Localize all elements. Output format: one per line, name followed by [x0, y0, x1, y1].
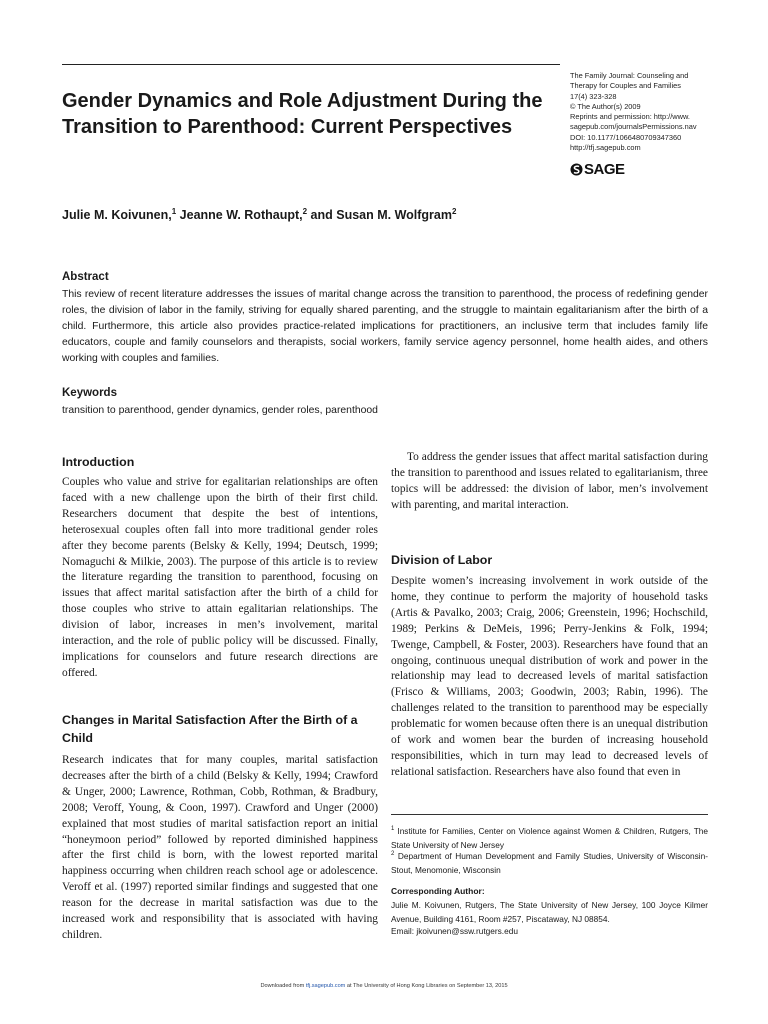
article-title: Gender Dynamics and Role Adjustment During the Transition to Parenthood: Current Perspectives — [62, 90, 543, 138]
changes-heading: Changes in Marital Satisfaction After the Birth of a Child — [62, 713, 358, 745]
affiliation-marker: 2 — [451, 207, 457, 216]
sage-logo — [570, 161, 625, 178]
author-name: and Susan M. Wolfgram — [307, 208, 452, 223]
top-rule — [62, 64, 560, 65]
keywords-heading: Keywords — [62, 387, 117, 399]
download-link[interactable]: tfj.sagepub.com — [305, 983, 346, 989]
changes-text: Research indicates that for many couples, marital satisfaction decreases after the birth of a child (Belsky & Kelly, 1994; Crawford & Unger, 2000; Lawrence, Rothman, Cobb, Rothman, & Bradbury, 2008; Veroff, Young, & Coon, 1997). Crawford and Unger (2000) explained that most studies of marital satisfaction report an initial “honeymoon period” followed by reported diminished happiness after the first child is born, with the lowest reported marital happiness occurring when children reach school age or adolescence. Veroff et al. (1997) reported similar findings and suggested that one reason for the decrease in marital satisfaction was due to the increased work and responsibility that is associated with having children. — [62, 754, 378, 941]
abstract-text: This review of recent literature addresses the issues of marital change across the transition to parenthood, the process of redefining gender roles, the division of labor in the family, striving for equally shared parenting, and the struggle to maintain egalitarianism after the birth of a child. Furthermore, this article also provides practice-related implications for practitioners, an inclusive term that includes family life educators, couple and family counselors and therapists, social workers, family service agency personnel, home health aides, and others working with couples and families. — [62, 289, 708, 364]
download-notice — [0, 983, 768, 989]
introduction-text: Couples who value and strive for egalitarian relationships are often faced with a new challenge upon the birth of their first child. Researchers document that despite the best of intentions, heterosexual couples often fall into more traditional gender roles after they become parents (Belsky & Kelly, 1994; Deutsch, 1999; Nomaguchi & Milkie, 2003). The purpose of this article is to review the literature regarding the transition to parenthood, focusing on issues that affect marital satisfaction after the birth of a child for those couples who strive to attain egalitarian relationships. The division of labor, increases in men’s involvement, marital interaction, and the role of public policy will be discussed. Finally, implications for counselors and future research directions are offered. — [62, 476, 378, 679]
journal-line: Therapy for Couples and Families — [570, 81, 681, 91]
corresponding-author-label: Corresponding Author: — [391, 886, 485, 896]
affiliation-2-text: Department of Human Development and Family Studies, University of Wisconsin-Stout, Menomonie, Wisconsin — [391, 850, 708, 875]
corresponding-author-address: Julie M. Koivunen, Rutgers, The State University of New Jersey, 100 Joyce Kilmer Avenue, Building 4161, Room #257, Piscataway, NJ 08854. — [391, 900, 708, 924]
affiliation-1-number: 1 — [391, 826, 395, 832]
journal-line: sagepub.com/journalsPermissions.nav — [570, 122, 697, 132]
journal-line: 17(4) 323-328 — [570, 91, 617, 101]
journal-line: Reprints and permission: http://www. — [570, 112, 690, 122]
right-intro-paragraph: To address the gender issues that affect marital satisfaction during the transition to parenthood and issues related to egalitarianism, three topics will be addressed: the division of labor, men’s involvement with parenting, and marital interaction. — [391, 451, 708, 511]
author-list — [62, 207, 456, 222]
division-heading: Division of Labor — [391, 553, 493, 567]
introduction-heading: Introduction — [62, 455, 135, 469]
journal-line: http://tfj.sagepub.com — [570, 143, 641, 153]
affiliation-marker: 2 — [302, 207, 308, 216]
footnote-rule — [391, 814, 708, 815]
division-text: Despite women’s increasing involvement in work outside of the home, they continue to perform the majority of household tasks (Artis & Pavalko, 2003; Craig, 2006; Greenstein, 1996; Hochschild, 1989; Perkins & DeMeis, 1996; Perry-Jenkins & Folk, 1994; Twenge, Campbell, & Foster, 2003). Researchers have found that an ongoing, continuous unequal distribution of work and power in the relationship may lead to decreased levels of marital satisfaction (Frisco & Williams, 2003; Goodwin, 2003; Rabin, 1996). The challenges related to the transition to parenthood may be especially problematic for women because often there is an unequal distribution of work and women bear the burden of increasing household responsibilities, which in turn may lead to decreased levels of relational satisfaction. Researchers have also found that even in — [391, 575, 708, 778]
author-name: Julie M. Koivunen, — [62, 208, 172, 223]
keywords-text: transition to parenthood, gender dynamics, gender roles, parenthood — [62, 405, 378, 416]
affiliation-marker: 1 — [171, 207, 177, 216]
journal-line: DOI: 10.1177/1066480709347360 — [570, 132, 682, 142]
download-suffix: at The University of Hong Kong Libraries on September 13, 2015 — [345, 983, 508, 989]
journal-line: © The Author(s) 2009 — [570, 101, 641, 111]
corresponding-author-email[interactable]: Email: jkoivunen@ssw.rutgers.edu — [391, 926, 518, 936]
author-name: Jeanne W. Rothaupt, — [176, 208, 303, 223]
affiliation-2 — [391, 847, 708, 877]
abstract-heading: Abstract — [62, 271, 109, 283]
journal-info — [570, 71, 720, 153]
affiliation-1-text: Institute for Families, Center on Violence against Women & Children, Rutgers, The State University of New Jersey — [391, 825, 708, 850]
sage-wordmark: SAGE — [584, 161, 625, 178]
journal-line: The Family Journal: Counseling and — [570, 71, 689, 80]
download-prefix: Downloaded from — [260, 983, 306, 989]
sage-mark-icon — [570, 163, 583, 176]
affiliation-2-number: 2 — [391, 851, 395, 857]
